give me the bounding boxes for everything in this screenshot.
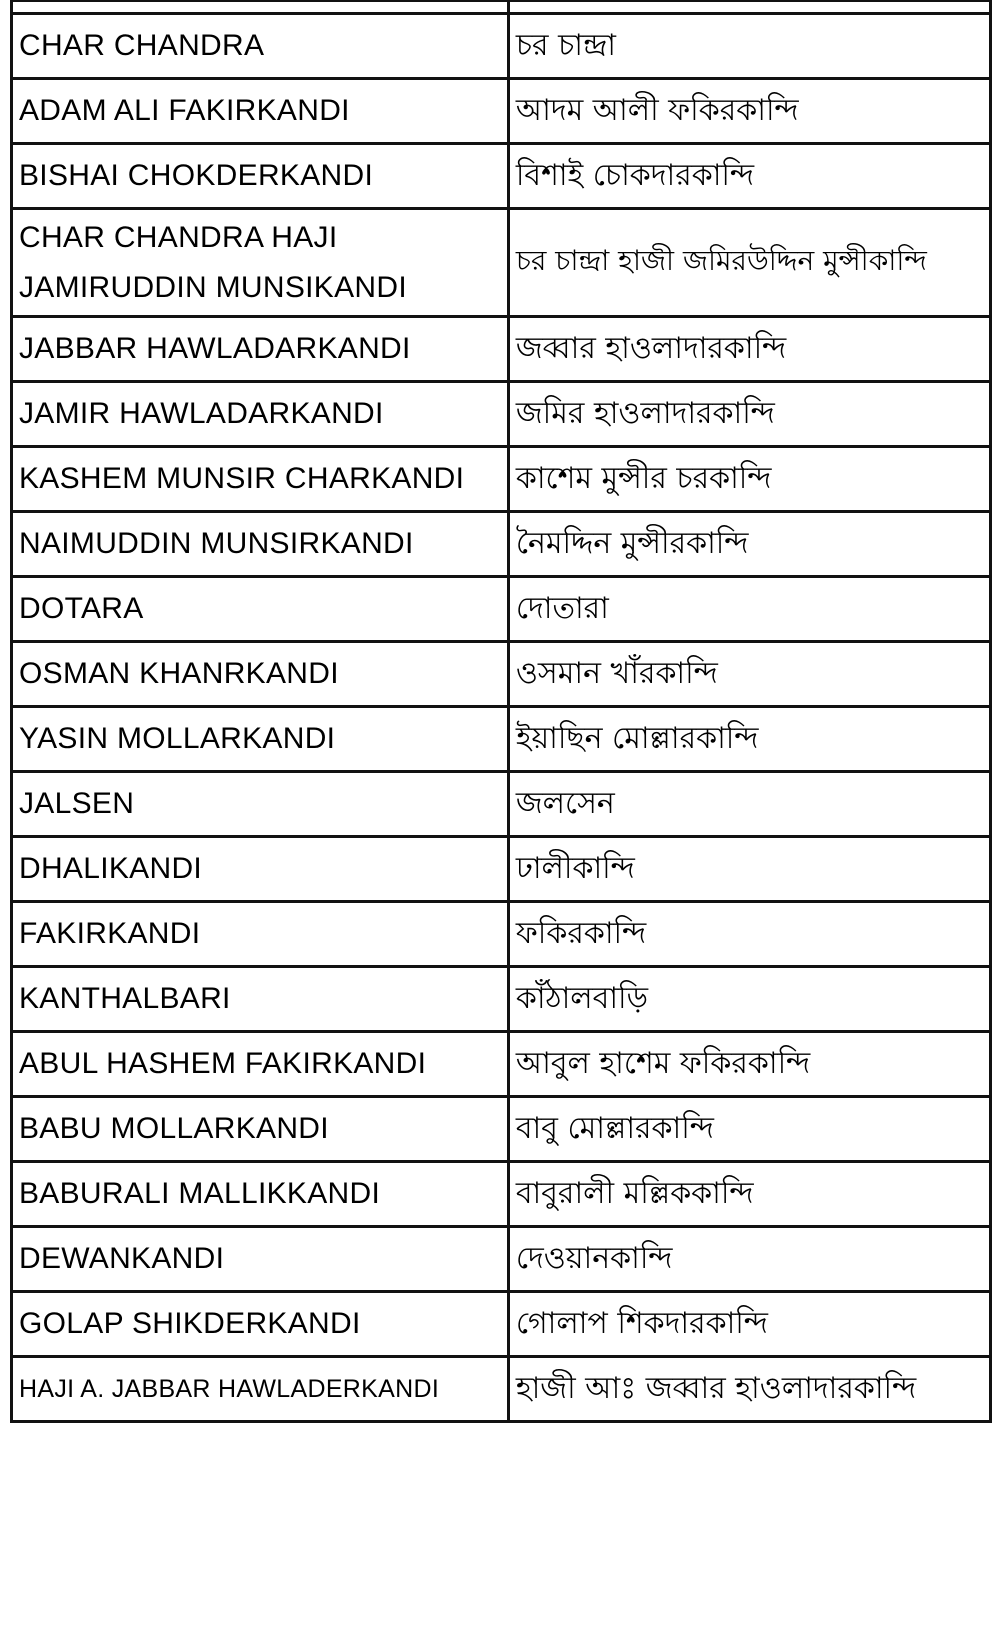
table-row xyxy=(12,1227,991,1292)
english-name-cell: DHALIKANDI xyxy=(12,837,509,902)
bengali-name-cell: বিশাই চোকদারকান্দি xyxy=(508,144,990,209)
bengali-name-cell: নৈমদ্দিন মুন্সীরকান্দি xyxy=(508,512,990,577)
english-name-cell: BABURALI MALLIKKANDI xyxy=(12,1162,509,1227)
table-row xyxy=(12,317,991,382)
table-row xyxy=(12,14,991,79)
bengali-name-cell: ফকিরকান্দি xyxy=(508,902,990,967)
english-name-cell: KANTHALBARI xyxy=(12,967,509,1032)
english-name-cell: OSMAN KHANRKANDI xyxy=(12,642,509,707)
table-row xyxy=(12,512,991,577)
bengali-name-cell: কাশেম মুন্সীর চরকান্দি xyxy=(508,447,990,512)
bengali-name-cell: জমির হাওলাদারকান্দি xyxy=(508,382,990,447)
bengali-name-cell: আবুল হাশেম ফকিরকান্দি xyxy=(508,1032,990,1097)
village-name-table xyxy=(10,0,992,1423)
bengali-name-cell: ঢালীকান্দি xyxy=(508,837,990,902)
bengali-name-cell: চর চান্দ্রা xyxy=(508,14,990,79)
table-row xyxy=(12,1097,991,1162)
table-row xyxy=(12,79,991,144)
top-strip-cell-bn xyxy=(508,1,990,14)
table-row xyxy=(12,1292,991,1357)
table-row xyxy=(12,902,991,967)
table-row xyxy=(12,772,991,837)
english-name-cell: FAKIRKANDI xyxy=(12,902,509,967)
english-name-cell: BISHAI CHOKDERKANDI xyxy=(12,144,509,209)
table-row xyxy=(12,144,991,209)
table-row xyxy=(12,967,991,1032)
bengali-name-cell: দোতারা xyxy=(508,577,990,642)
english-name-cell: CHAR CHANDRA xyxy=(12,14,509,79)
table-row xyxy=(12,1357,991,1422)
bengali-name-cell: আদম আলী ফকিরকান্দি xyxy=(508,79,990,144)
bengali-name-cell: জলসেন xyxy=(508,772,990,837)
english-name-cell: ADAM ALI FAKIRKANDI xyxy=(12,79,509,144)
table-row xyxy=(12,209,991,317)
table-top-strip xyxy=(12,1,991,14)
table-row xyxy=(12,447,991,512)
english-name-cell: GOLAP SHIKDERKANDI xyxy=(12,1292,509,1357)
table-row xyxy=(12,1162,991,1227)
english-name-cell: JAMIR HAWLADARKANDI xyxy=(12,382,509,447)
english-name-cell: YASIN MOLLARKANDI xyxy=(12,707,509,772)
bengali-name-cell: ওসমান খাঁরকান্দি xyxy=(508,642,990,707)
bengali-name-cell: বাবুরালী মল্লিককান্দি xyxy=(508,1162,990,1227)
table-row xyxy=(12,707,991,772)
english-name-cell: JALSEN xyxy=(12,772,509,837)
english-name-cell: JABBAR HAWLADARKANDI xyxy=(12,317,509,382)
english-name-cell: DEWANKANDI xyxy=(12,1227,509,1292)
bengali-name-cell: দেওয়ানকান্দি xyxy=(508,1227,990,1292)
bengali-name-cell: ইয়াছিন মোল্লারকান্দি xyxy=(508,707,990,772)
english-name-cell: DOTARA xyxy=(12,577,509,642)
bengali-name-cell: হাজী আঃ জব্বার হাওলাদারকান্দি xyxy=(508,1357,990,1422)
table-row xyxy=(12,837,991,902)
bengali-name-cell: গোলাপ শিকদারকান্দি xyxy=(508,1292,990,1357)
english-name-cell: CHAR CHANDRA HAJI JAMIRUDDIN MUNSIKANDI xyxy=(12,209,509,317)
bengali-name-cell: বাবু মোল্লারকান্দি xyxy=(508,1097,990,1162)
top-strip-cell-en xyxy=(12,1,509,14)
english-name-cell: ABUL HASHEM FAKIRKANDI xyxy=(12,1032,509,1097)
english-name-cell: HAJI A. JABBAR HAWLADERKANDI xyxy=(12,1357,509,1422)
english-name-cell: BABU MOLLARKANDI xyxy=(12,1097,509,1162)
english-name-cell: NAIMUDDIN MUNSIRKANDI xyxy=(12,512,509,577)
english-name-cell: KASHEM MUNSIR CHARKANDI xyxy=(12,447,509,512)
table-row xyxy=(12,382,991,447)
table-row xyxy=(12,577,991,642)
bengali-name-cell: কাঁঠালবাড়ি xyxy=(508,967,990,1032)
bengali-name-cell: চর চান্দ্রা হাজী জমিরউদ্দিন মুন্সীকান্দি xyxy=(508,209,990,317)
table-row xyxy=(12,642,991,707)
bengali-name-cell: জব্বার হাওলাদারকান্দি xyxy=(508,317,990,382)
table-row xyxy=(12,1032,991,1097)
